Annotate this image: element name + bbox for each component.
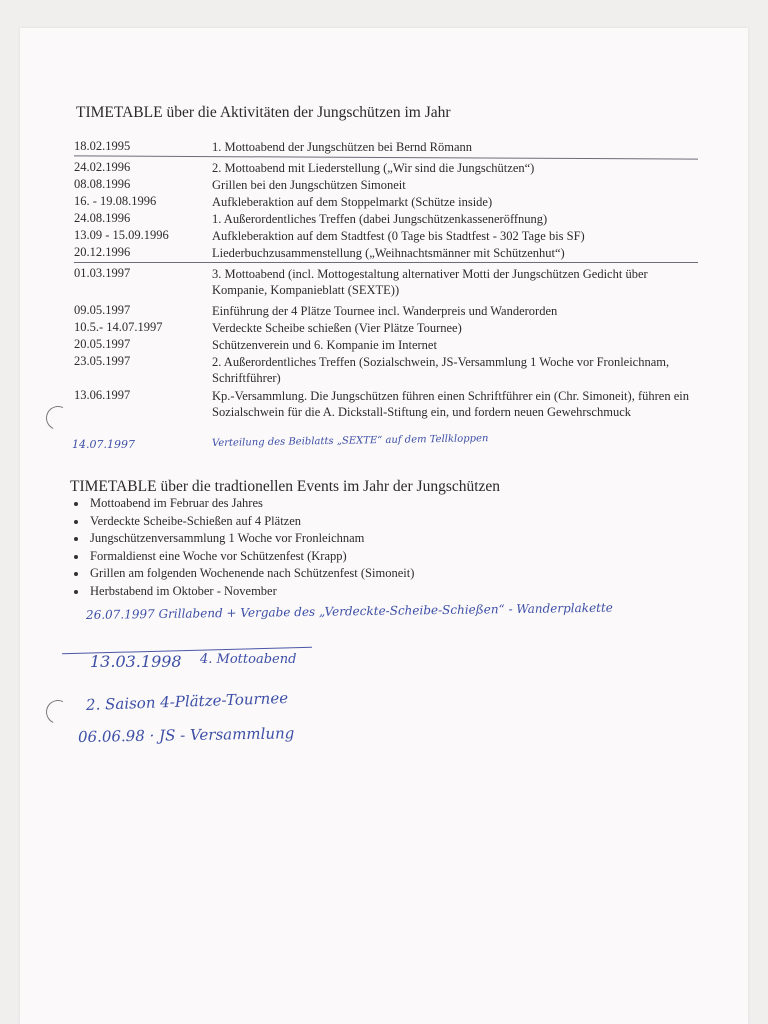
handwritten-note: 06.06.98 · JS - Versammlung (77, 724, 295, 746)
activity-date: 01.03.1997 (74, 266, 131, 280)
activity-text: 2. Mottoabend mit Liederstellung („Wir sind die Jungschützen“) (212, 161, 535, 175)
events-heading: TIMETABLE über die tradtionellen Events im Jahr der Jungschützen (70, 478, 501, 495)
activity-text: Grillen bei den Jungschützen Simoneit (212, 178, 406, 192)
activity-date: 24.02.1996 (74, 160, 131, 174)
activity-date: 10.5.- 14.07.1997 (74, 320, 163, 334)
activity-text: Liederbuchzusammenstellung („Weihnachtsmänner mit Schützenhut“) (212, 246, 565, 260)
activity-text: 2. Außerordentliches Treffen (Sozialschwein, JS-Versammlung 1 Woche vor Fronleichnam, Schriftführer) (212, 355, 670, 385)
activity-date: 08.08.1996 (74, 177, 131, 191)
list-item: Verdeckte Scheibe-Schießen auf 4 Plätzen (70, 513, 414, 531)
activity-text: Verdeckte Scheibe schießen (Vier Plätze Tournee) (212, 321, 462, 335)
activity-text: Aufkleberaktion auf dem Stoppelmarkt (Schütze inside) (212, 195, 493, 209)
activity-date: 20.12.1996 (74, 245, 131, 259)
handwritten-note: 2. Saison 4-Plätze-Tournee (85, 688, 289, 714)
activity-text: Schützenverein und 6. Kompanie im Internet (212, 338, 437, 352)
activity-date: 16. - 19.08.1996 (74, 194, 157, 208)
handwritten-date: 14.07.1997 (72, 438, 135, 451)
activity-date: 13.06.1997 (74, 388, 131, 402)
activity-text: 1. Mottoabend der Jungschützen bei Bernd Römann (212, 140, 473, 154)
divider (74, 262, 698, 263)
activity-date: 13.09 - 15.09.1996 (74, 228, 169, 242)
list-item: Jungschützenversammlung 1 Woche vor Fronleichnam (70, 530, 414, 548)
activity-text: Kp.-Versammlung. Die Jungschützen führen einen Schriftführer ein (Chr. Simoneit), führen ein Sozialschwein für die A. Dickstall-Stiftung ein, und fordern neuen Gewehrschmuck (212, 389, 689, 419)
activity-text: 1. Außerordentliches Treffen (dabei Jungschützenkasseneröffnung) (212, 212, 548, 226)
divider (74, 155, 698, 159)
activity-text: Einführung der 4 Plätze Tournee incl. Wanderpreis und Wanderorden (212, 304, 558, 318)
activity-date: 20.05.1997 (74, 337, 131, 351)
events-list (70, 495, 414, 600)
activities-heading: TIMETABLE über die Aktivitäten der Jungschützen im Jahr (76, 104, 451, 121)
punch-hole (43, 403, 74, 434)
punch-hole (43, 697, 74, 728)
list-item: Grillen am folgenden Wochenende nach Schützenfest (Simoneit) (70, 565, 414, 583)
activity-text: 3. Mottoabend (incl. Mottogestaltung alternativer Motti der Jungschützen Gedicht über Kompanie, Kompanieblatt (SEXTE)) (212, 267, 648, 297)
list-item: Mottoabend im Februar des Jahres (70, 495, 414, 513)
activity-date: 09.05.1997 (74, 303, 131, 317)
activity-date: 23.05.1997 (74, 354, 131, 368)
handwritten-note: Verteilung des Beiblatts „SEXTE“ auf dem Tellkloppen (211, 433, 489, 449)
list-item: Herbstabend im Oktober - November (70, 583, 414, 601)
handwritten-date: 13.03.1998 (90, 652, 182, 671)
list-item: Formaldienst eine Woche vor Schützenfest (Krapp) (70, 548, 414, 566)
activity-date: 18.02.1995 (74, 139, 131, 153)
activity-text: Aufkleberaktion auf dem Stadtfest (0 Tage bis Stadtfest - 302 Tage bis SF) (212, 229, 585, 243)
handwritten-note: 26.07.1997 Grillabend + Vergabe des „Verdeckte-Scheibe-Schießen“ - Wanderplakette (85, 600, 613, 622)
handwritten-note: 4. Mottoabend (200, 652, 297, 667)
activity-date: 24.08.1996 (74, 211, 131, 225)
